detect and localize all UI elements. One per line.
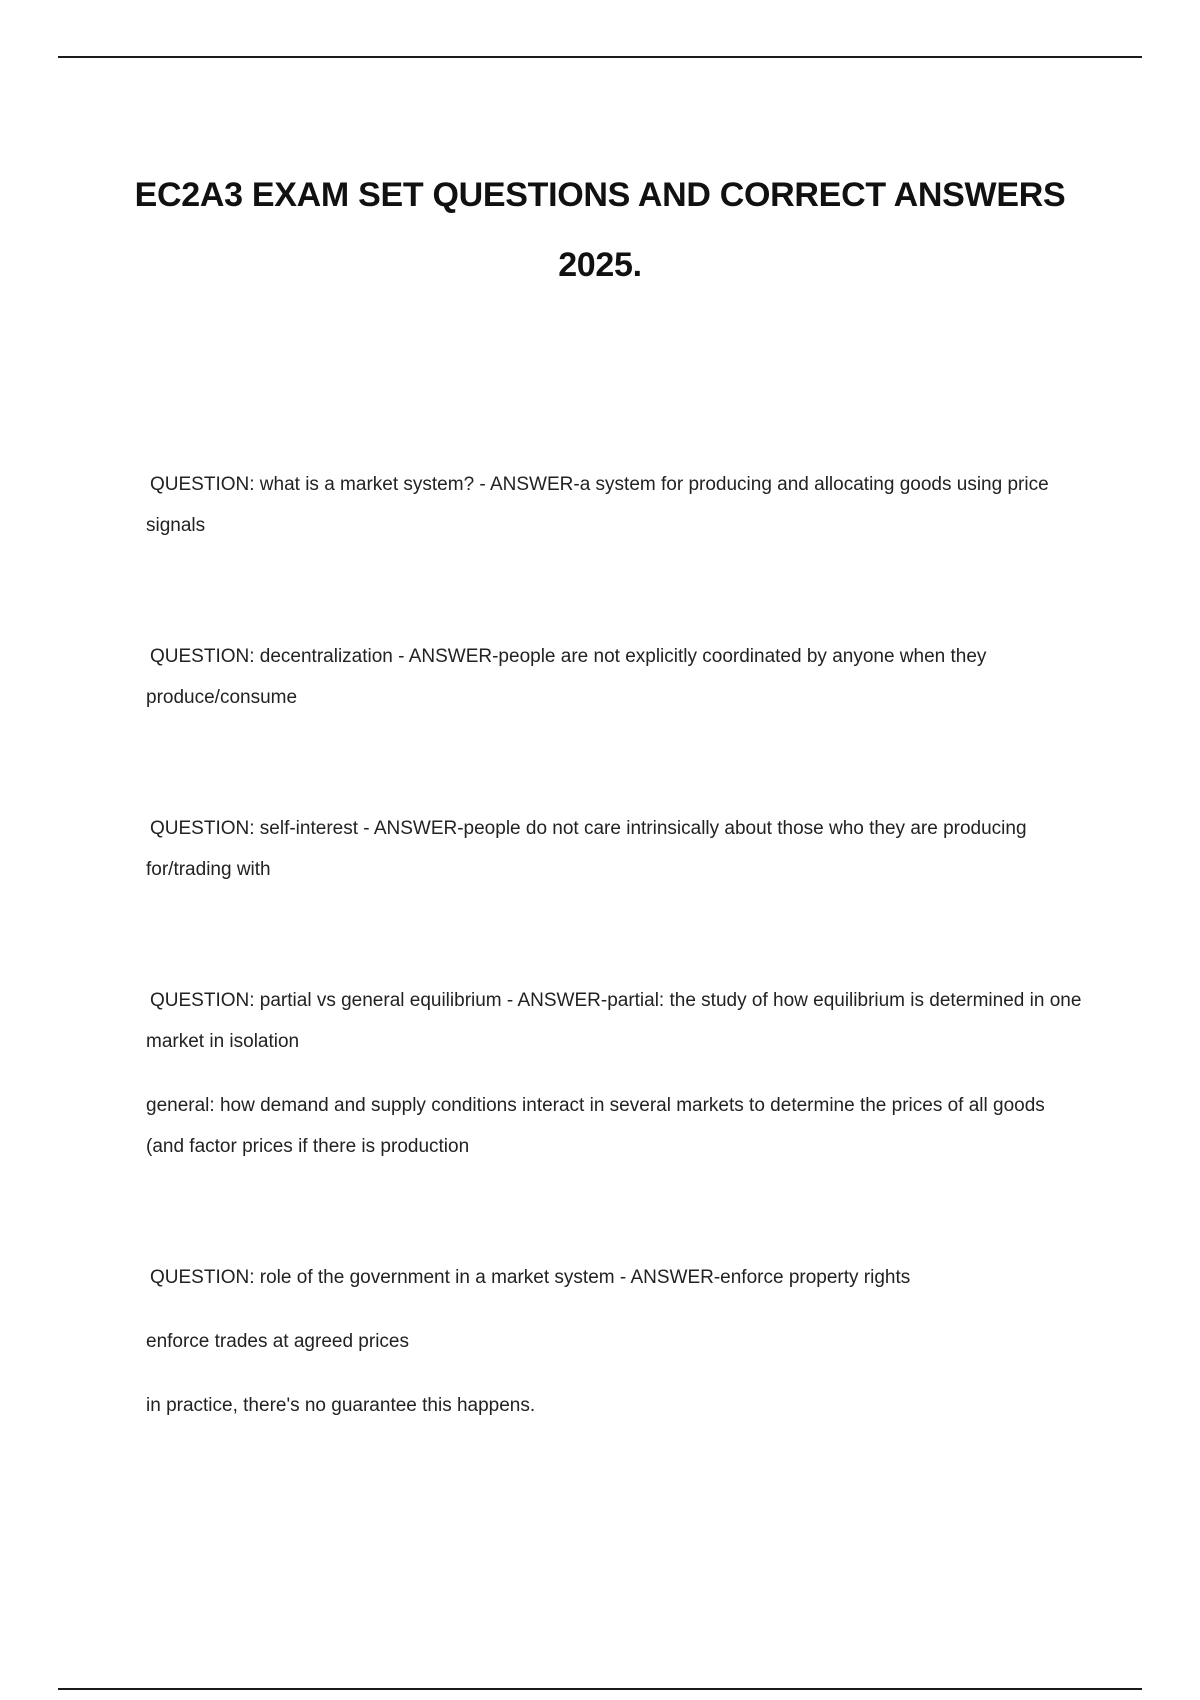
qa-question-text: QUESTION: role of the government in a market system - ANSWER-enforce property rights (150, 1267, 911, 1288)
qa-question (146, 1257, 1086, 1298)
qa-question (146, 464, 1086, 546)
qa-question-text: QUESTION: partial vs general equilibrium - ANSWER-partial: the study of how equilibrium is determined in one market in isolation (146, 990, 1082, 1052)
spacer (146, 890, 1086, 980)
qa-item (146, 808, 1086, 890)
header-rule (58, 56, 1142, 58)
qa-list (146, 464, 1086, 1426)
qa-question (146, 636, 1086, 718)
spacer (146, 1167, 1086, 1257)
spacer (146, 546, 1086, 636)
spacer (146, 1362, 1086, 1385)
qa-item (146, 636, 1086, 718)
qa-answer-continuation: in practice, there's no guarantee this happens. (146, 1395, 536, 1416)
qa-item (146, 980, 1086, 1167)
qa-question (146, 980, 1086, 1062)
footer-rule (58, 1688, 1142, 1690)
qa-question (146, 808, 1086, 890)
document-title-year: 2025. (558, 246, 642, 284)
spacer (146, 1062, 1086, 1085)
spacer (146, 718, 1086, 808)
qa-answer-continuation: general: how demand and supply conditions interact in several markets to determine the prices of all goods (and factor prices if there is production (146, 1095, 1045, 1157)
qa-item (146, 464, 1086, 546)
qa-item (146, 1257, 1086, 1426)
qa-question-text: QUESTION: what is a market system? - ANSWER-a system for producing and allocating goods using price signals (146, 474, 1049, 536)
qa-question-text: QUESTION: self-interest - ANSWER-people do not care intrinsically about those who they are producing for/trading with (146, 818, 1027, 880)
spacer (146, 1298, 1086, 1321)
qa-answer-continuation: enforce trades at agreed prices (146, 1331, 409, 1352)
qa-question-text: QUESTION: decentralization - ANSWER-people are not explicitly coordinated by anyone when they produce/consume (146, 646, 987, 708)
document-title: EC2A3 EXAM SET QUESTIONS AND CORRECT ANSWERS (134, 176, 1066, 214)
